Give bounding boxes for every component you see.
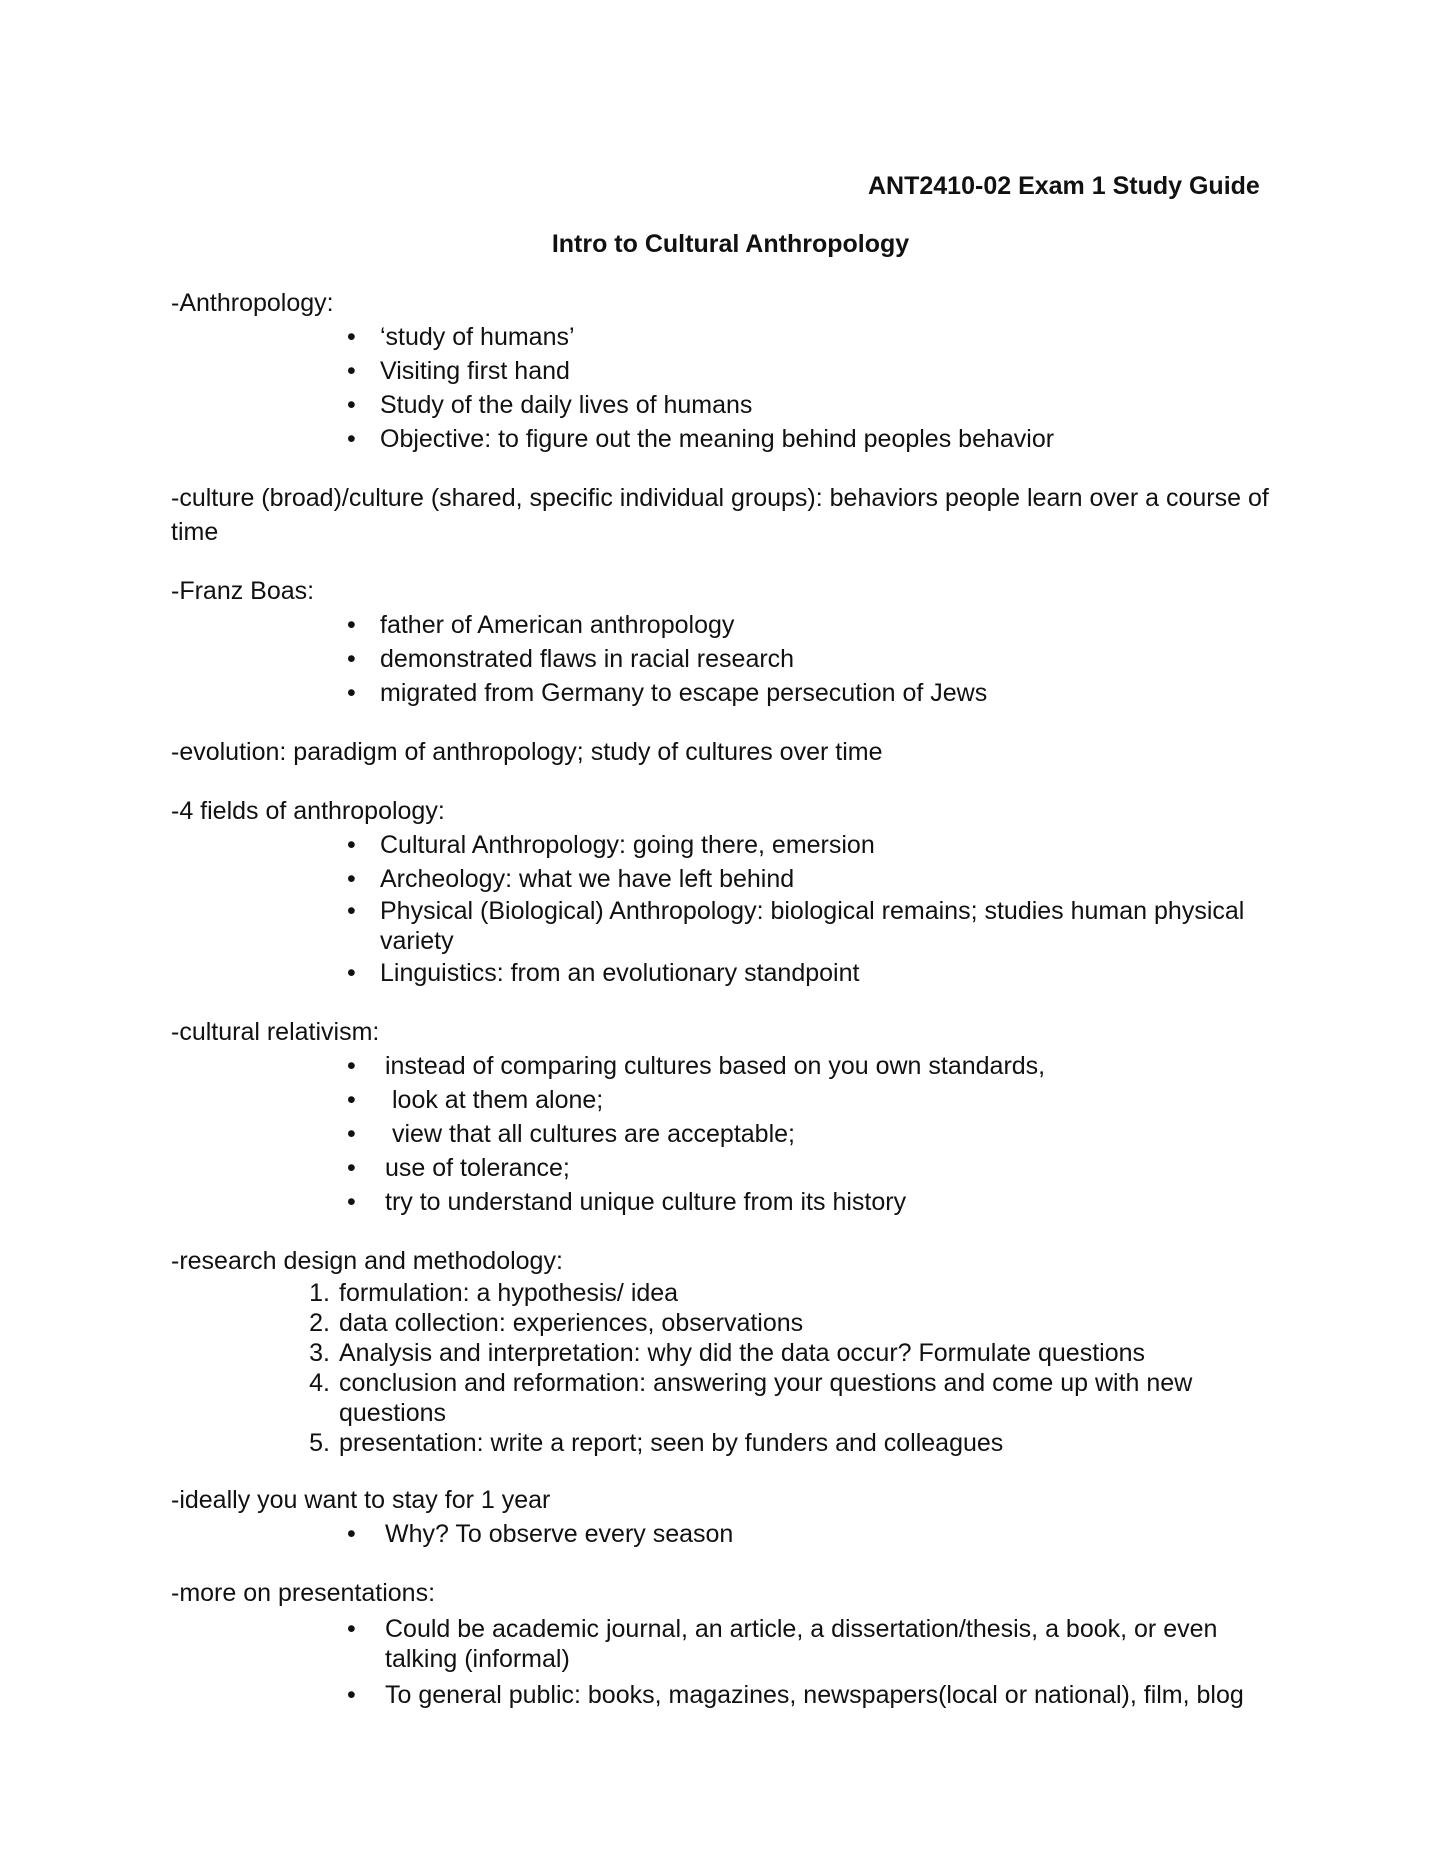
list-item: • look at them alone; [342,1083,1291,1117]
section-heading: -ideally you want to stay for 1 year [171,1486,551,1514]
section-heading: -Anthropology: [171,289,334,317]
section-four-fields [171,794,1291,990]
list-number: 4. [309,1369,330,1397]
list-item [296,1338,1291,1368]
bullet-list [171,1049,1291,1219]
list-number: 3. [309,1339,330,1367]
list-item: • Could be academic journal, an article, a dissertation/thesis, a book, or even talking (informal) [342,1614,1291,1674]
bullet-list [171,828,1291,990]
list-number: 1. [309,1279,330,1307]
paragraph: -culture (broad)/culture (shared, specific individual groups): behaviors people learn over a course of time [171,484,1269,546]
list-item: • use of tolerance; [342,1151,1291,1185]
bullet-list [171,608,1291,710]
list-item: • ‘study of humans’ [342,320,1291,354]
list-item-text: data collection: experiences, observations [339,1309,804,1337]
numbered-list [171,1278,1291,1458]
list-item: • father of American anthropology [342,608,1291,642]
list-number: 2. [309,1309,330,1337]
list-item-text: presentation: write a report; seen by funders and colleagues [339,1429,1004,1457]
list-item [296,1278,1291,1308]
list-item [296,1308,1291,1338]
list-item: • Archeology: what we have left behind [342,862,1291,896]
section-culture [171,481,1291,549]
list-item: • view that all cultures are acceptable; [342,1117,1291,1151]
list-item: • demonstrated flaws in racial research [342,642,1291,676]
bullet-list [171,1614,1291,1712]
section-heading: -more on presentations: [171,1579,436,1607]
list-item: • Study of the daily lives of humans [342,388,1291,422]
section-heading: -research design and methodology: [171,1247,563,1275]
course-title: ANT2410-02 Exam 1 Study Guide [868,172,1260,200]
section-franz-boas [171,574,1291,710]
list-item-text: Analysis and interpretation: why did the data occur? Formulate questions [339,1339,1146,1367]
list-item-text: formulation: a hypothesis/ idea [339,1279,679,1307]
document-body [171,286,1291,1737]
list-item: • Linguistics: from an evolutionary standpoint [342,956,1291,990]
section-presentations [171,1576,1291,1712]
bullet-list [171,320,1291,456]
section-stay [171,1483,1291,1551]
section-anthropology [171,286,1291,456]
list-item: • Why? To observe every season [342,1517,1291,1551]
list-item: • Objective: to figure out the meaning behind peoples behavior [342,422,1291,456]
section-research-design [171,1244,1291,1458]
paragraph: -evolution: paradigm of anthropology; study of cultures over time [171,738,883,766]
list-item [296,1368,1291,1428]
section-heading: -Franz Boas: [171,577,315,605]
list-item: • Visiting first hand [342,354,1291,388]
section-heading: -cultural relativism: [171,1018,380,1046]
list-item: • try to understand unique culture from its history [342,1185,1291,1219]
list-item: • To general public: books, magazines, newspapers(local or national), film, blog [342,1678,1291,1712]
list-item: • Cultural Anthropology: going there, emersion [342,828,1291,862]
list-item: • migrated from Germany to escape persecution of Jews [342,676,1291,710]
list-item [296,1428,1291,1458]
list-item: • instead of comparing cultures based on you own standards, [342,1049,1291,1083]
bullet-list [171,1517,1291,1551]
document-subtitle: Intro to Cultural Anthropology [551,230,910,258]
section-heading: -4 fields of anthropology: [171,797,445,825]
list-number: 5. [309,1429,330,1457]
section-evolution [171,735,1291,769]
section-cultural-relativism [171,1015,1291,1219]
list-item: • Physical (Biological) Anthropology: biological remains; studies human physical variety [342,896,1291,956]
list-item-text: conclusion and reformation: answering your questions and come up with new questions [339,1369,1193,1427]
